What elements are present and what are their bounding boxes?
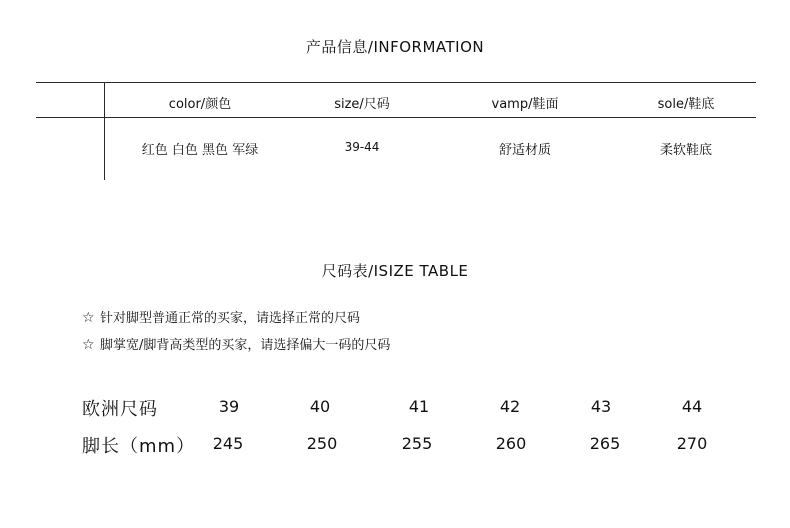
star-icon: ☆ (82, 310, 95, 326)
foot-length-cell: 250 (306, 434, 338, 453)
info-header-vamp: vamp/鞋面 (491, 97, 559, 112)
info-header-size: size/尺码 (334, 97, 390, 112)
info-value-size: 39-44 (344, 140, 380, 154)
foot-length-cell: 245 (212, 434, 244, 453)
info-value-sole: 柔软鞋底 (659, 143, 713, 158)
info-value-vamp: 舒适材质 (498, 143, 552, 158)
foot-length-cell: 265 (589, 434, 621, 453)
foot-length-cell: 260 (495, 434, 527, 453)
eu-size-cell: 39 (218, 397, 240, 416)
info-table-header-rule (36, 117, 756, 118)
note-normal-feet (82, 307, 360, 326)
foot-length-cell: 255 (401, 434, 433, 453)
foot-length-cell: 270 (676, 434, 708, 453)
note-text: 针对脚型普通正常的买家，请选择正常的尺码 (100, 311, 361, 326)
star-icon: ☆ (82, 337, 95, 353)
eu-size-cell: 41 (408, 397, 430, 416)
row-label-foot-length: 脚长（mm） (82, 436, 196, 457)
info-header-sole: sole/鞋底 (657, 97, 715, 112)
row-label-eu-size: 欧洲尺码 (82, 399, 158, 420)
eu-size-cell: 40 (309, 397, 331, 416)
note-wide-feet (82, 334, 390, 353)
note-text: 脚掌宽/脚背高类型的买家，请选择偏大一码的尺码 (100, 338, 391, 353)
info-table-top-rule (36, 82, 756, 83)
info-title: 产品信息/INFORMATION (305, 38, 485, 56)
size-table-title: 尺码表/ISIZE TABLE (321, 262, 469, 280)
eu-size-cell: 42 (499, 397, 521, 416)
info-value-color: 红色 白色 黑色 军绿 (141, 143, 259, 158)
info-table-left-rule (104, 82, 105, 180)
eu-size-cell: 43 (590, 397, 612, 416)
eu-size-cell: 44 (681, 397, 703, 416)
info-header-color: color/颜色 (168, 97, 232, 112)
